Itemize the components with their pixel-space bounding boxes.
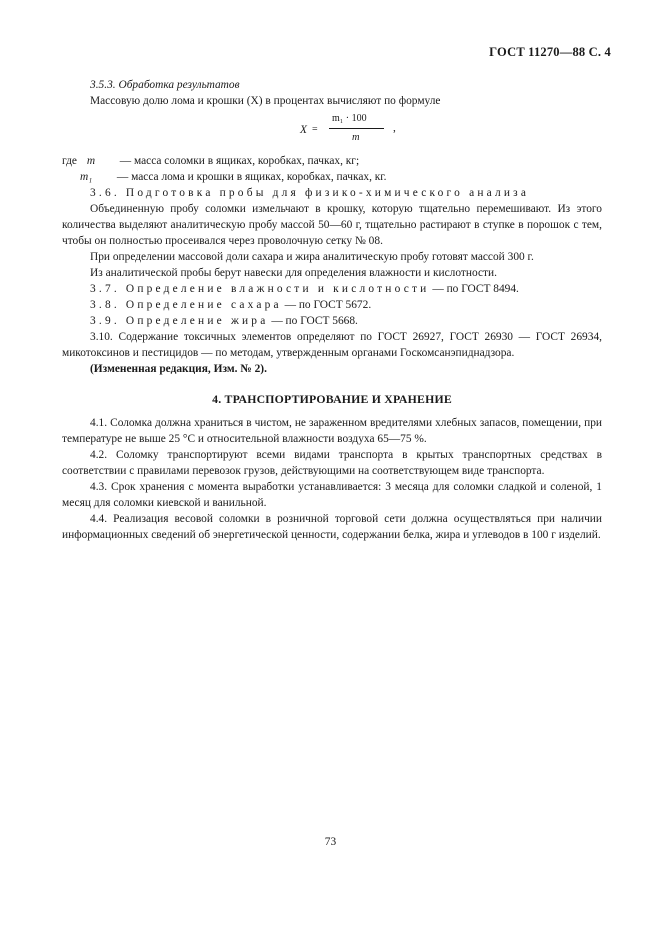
definition-row	[62, 153, 359, 169]
definition-text: — масса лома и крошки в ящиках, коробках, пачках, кг.	[116, 171, 387, 183]
paragraph-3-6-1: Объединенную пробу соломки измельчают в крошку, которую тщательно перемешивают. Из этого количества выделяют аналитическую пробу массой 50—60 г, тщательно растирают в ступке в порошок с тем, чтобы он полностью просеивался через проволочную сетку № 08.	[62, 203, 602, 247]
definition-text: — масса соломки в ящиках, коробках, пачках, кг;	[119, 155, 360, 167]
reference-3-8: — по ГОСТ 5672.	[281, 299, 372, 311]
spaced-heading-3-8: 3.8. Определение сахара	[90, 299, 282, 311]
subsection-heading-3-6: 3.6. Подготовка пробы для физико-химического анализа	[90, 187, 530, 199]
paragraph-4-2: 4.2. Соломку транспортируют всеми видами транспорта в крытых транспортных средствах в соответствии с правилами перевозок грузов, действующими на соответствующем виде транспорта.	[62, 449, 602, 477]
paragraph-3-9	[62, 313, 602, 329]
subsection-heading-3-5-3: 3.5.3. Обработка результатов	[90, 79, 240, 91]
reference-3-9: — по ГОСТ 5668.	[268, 315, 358, 327]
definition-symbol: m₁	[80, 171, 93, 183]
paragraph-4-4: 4.4. Реализация весовой соломки в розничной торговой сети должна осуществляться при наличии информационных сведений об энергетической ценности, содержании белка, жира и углеводов в 100 г изделий.	[62, 513, 602, 541]
formula-denominator: m	[352, 132, 360, 143]
formula-comma: ,	[393, 122, 396, 134]
amendment-note: (Измененная редакция, Изм. № 2).	[90, 363, 267, 375]
fraction-bar	[329, 128, 384, 129]
document-body	[62, 77, 602, 543]
reference-3-7: — по ГОСТ 8494.	[429, 283, 519, 295]
paragraph-4-3: 4.3. Срок хранения с момента выработки устанавливается: 3 месяца для соломки сладкой и соленой, 1 месяц для соломки киевской и ванильной.	[62, 481, 602, 509]
page-number: 73	[324, 836, 337, 848]
formula-lhs: X	[300, 124, 307, 136]
paragraph-3-7	[62, 281, 602, 297]
formula	[62, 111, 602, 147]
definition-where: где	[62, 155, 77, 167]
definition-symbol: m	[86, 155, 96, 167]
formula-numerator: m₁ · 100	[332, 113, 367, 124]
variable-definitions	[62, 153, 602, 185]
spaced-heading-3-9: 3.9. Определение жира	[90, 315, 269, 327]
formula-equals: =	[312, 124, 318, 135]
paragraph-4-1: 4.1. Соломка должна храниться в чистом, не зараженном вредителями хлебных запасов, помещении, при температуре не выше 25 °С и относительной влажности воздуха 65—75 %.	[62, 417, 602, 445]
paragraph-3-6-2: При определении массовой доли сахара и жира аналитическую пробу готовят массой 300 г.	[90, 251, 534, 263]
page-header: ГОСТ 11270—88 С. 4	[489, 45, 611, 59]
section-title-4: 4. ТРАНСПОРТИРОВАНИЕ И ХРАНЕНИЕ	[212, 392, 452, 406]
definition-row	[62, 169, 387, 185]
spaced-heading-3-7: 3.7. Определение влажности и кислотности	[90, 283, 430, 295]
paragraph-3-8	[62, 297, 602, 313]
formula-intro: Массовую долю лома и крошки (X) в процентах вычисляют по формуле	[90, 95, 441, 107]
paragraph-3-6-3: Из аналитической пробы берут навески для определения влажности и кислотности.	[90, 267, 497, 279]
paragraph-3-10: 3.10. Содержание токсичных элементов определяют по ГОСТ 26927, ГОСТ 26930 — ГОСТ 26934, микотоксинов и пестицидов — по методам, утвержденным органами Госкомсанэпиднадзора.	[62, 331, 602, 359]
